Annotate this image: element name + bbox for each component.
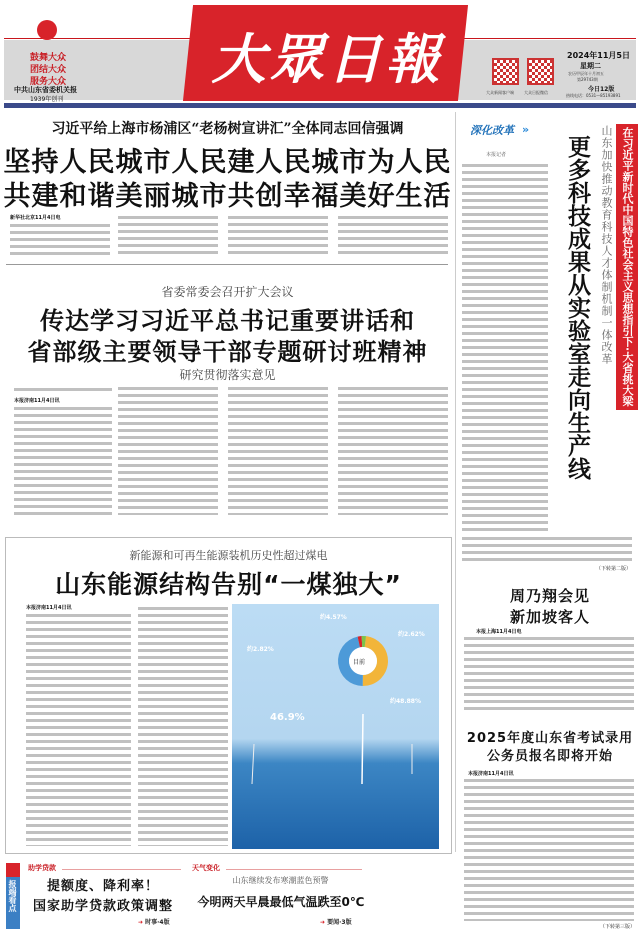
page-ref: 要闻·3版 — [327, 919, 352, 926]
story-headline[interactable]: 新加坡客人 — [509, 608, 590, 626]
story-headline[interactable]: 坚持人民城市人民建人民城市为人民 — [3, 147, 452, 178]
campaign-banner: 在习近平新时代中国特色社会主义思想指引下·大省挑大梁 — [616, 124, 638, 410]
story-headline[interactable]: 2025年度山东省考试录用 — [466, 731, 634, 746]
guide-page-link[interactable] — [138, 917, 170, 926]
issue-number: 第29743期 — [577, 77, 598, 82]
story-headline[interactable]: 传达学习习近平总书记重要讲话和 — [40, 307, 415, 335]
guide-kicker: 山东继续发布寒潮蓝色预警 — [232, 876, 329, 885]
story-dateline: 本报上海11月4日电 — [476, 629, 522, 635]
wind-turbine-icon — [252, 744, 254, 784]
wind-turbine-icon — [362, 714, 363, 784]
story-headline[interactable]: 周乃翔会见 — [509, 587, 590, 605]
founded-label: 1939年创刊 — [30, 96, 64, 103]
divider — [226, 869, 362, 870]
arrow-right-icon: ➜ — [320, 919, 328, 926]
newspaper-logo: 大眾日報 — [211, 27, 444, 91]
story-headline[interactable]: 公务员报名即将开始 — [486, 749, 613, 764]
body-text — [26, 612, 131, 846]
story-kicker: 新能源和可再生能源装机历史性超过煤电 — [129, 549, 328, 562]
body-text — [464, 635, 634, 712]
chart-label: 46.9% — [270, 712, 305, 723]
page-ref: 时事·4版 — [145, 919, 170, 926]
slogan-2: 团结大众 — [30, 65, 67, 75]
story-headline[interactable]: 省部级主要领导干部专题研讨班精神 — [27, 338, 428, 366]
body-text — [338, 214, 448, 257]
story-subhead: 研究贯彻落实意见 — [179, 368, 276, 382]
story-kicker: 省委常委会召开扩大会议 — [161, 285, 294, 299]
divider — [6, 264, 448, 265]
qr-label: 大众日报微信 — [524, 90, 548, 95]
body-text — [462, 535, 632, 563]
lunar-date: 农历甲辰年十月初五 — [568, 71, 604, 76]
guide-headline[interactable]: 提额度、降利率！ — [46, 879, 159, 894]
issue-date: 2024年11月5日 — [567, 51, 630, 60]
story-kicker: 习近平给上海市杨浦区“老杨树宣讲汇”全体同志回信强调 — [51, 121, 404, 137]
guide-tag: 天气变化 — [192, 864, 220, 872]
column-divider — [455, 112, 456, 852]
story-subhead: 山东加快推动教育科技人才体制机制一体改革 — [600, 125, 613, 365]
wind-farm-infographic — [232, 604, 439, 849]
guide-tag: 助学贷款 — [28, 864, 56, 872]
body-text — [10, 222, 110, 257]
continued-note: （下转第三版） — [600, 924, 636, 930]
story-headline[interactable]: 更多科技成果从实验室走向生产线 — [564, 135, 590, 480]
masthead-divider — [4, 103, 636, 108]
byline: 本报记者 — [486, 152, 507, 158]
newspaper-emblem-icon — [37, 20, 57, 40]
divider — [62, 869, 181, 870]
chart-label: 约2.82% — [247, 646, 274, 653]
guide-page-link[interactable] — [320, 917, 352, 926]
body-text — [14, 405, 112, 515]
body-text — [464, 777, 634, 921]
body-text — [338, 385, 448, 515]
slogan-1: 鼓舞大众 — [30, 53, 67, 63]
story-dateline: 本报济南11月4日讯 — [14, 398, 60, 404]
qr-label: 大众新闻客户端 — [486, 90, 514, 95]
chart — [232, 604, 439, 849]
slogan-3: 服务大众 — [30, 77, 67, 87]
org-label: 中共山东省委机关报 — [14, 86, 77, 94]
story-headline[interactable]: 共建和谐美丽城市共创幸福美好生活 — [3, 181, 452, 212]
page-count: 今日12版 — [588, 86, 615, 93]
guide-icon — [6, 863, 20, 877]
story-dateline: 本报济南11月4日讯 — [468, 771, 514, 777]
chart-label: 约4.57% — [320, 614, 347, 621]
body-text — [228, 385, 328, 515]
story-headline[interactable]: 山东能源结构告别“一煤独大” — [55, 570, 402, 599]
qr-code-icon[interactable] — [527, 58, 554, 85]
byline-text — [14, 386, 112, 395]
chevron-right-icon: » — [522, 123, 530, 136]
body-text — [118, 385, 218, 515]
guide-headline[interactable]: 国家助学贷款政策调整 — [32, 899, 173, 914]
section-tag: 深化改革 — [470, 124, 514, 137]
body-text — [138, 605, 228, 846]
guide-headline[interactable]: 今明两天早晨最低气温跌至0℃ — [197, 895, 365, 909]
guide-label: 报端看点 — [8, 880, 17, 912]
weekday: 星期二 — [580, 62, 601, 70]
story-dateline: 新华社北京11月4日电 — [10, 215, 61, 221]
body-text — [462, 162, 548, 532]
qr-code-icon[interactable] — [492, 58, 519, 85]
chart-label: 约2.62% — [398, 631, 425, 638]
hotline: 热线电话：0531—85193891 — [566, 93, 621, 98]
body-text — [118, 214, 218, 257]
body-text — [228, 214, 328, 257]
chart-label: 约48.88% — [390, 698, 421, 705]
chart-center-label: 目前 — [353, 659, 366, 666]
continued-note: （下转第二版） — [596, 566, 632, 572]
story-dateline: 本报济南11月4日讯 — [26, 605, 72, 611]
arrow-right-icon: ➜ — [138, 919, 146, 926]
